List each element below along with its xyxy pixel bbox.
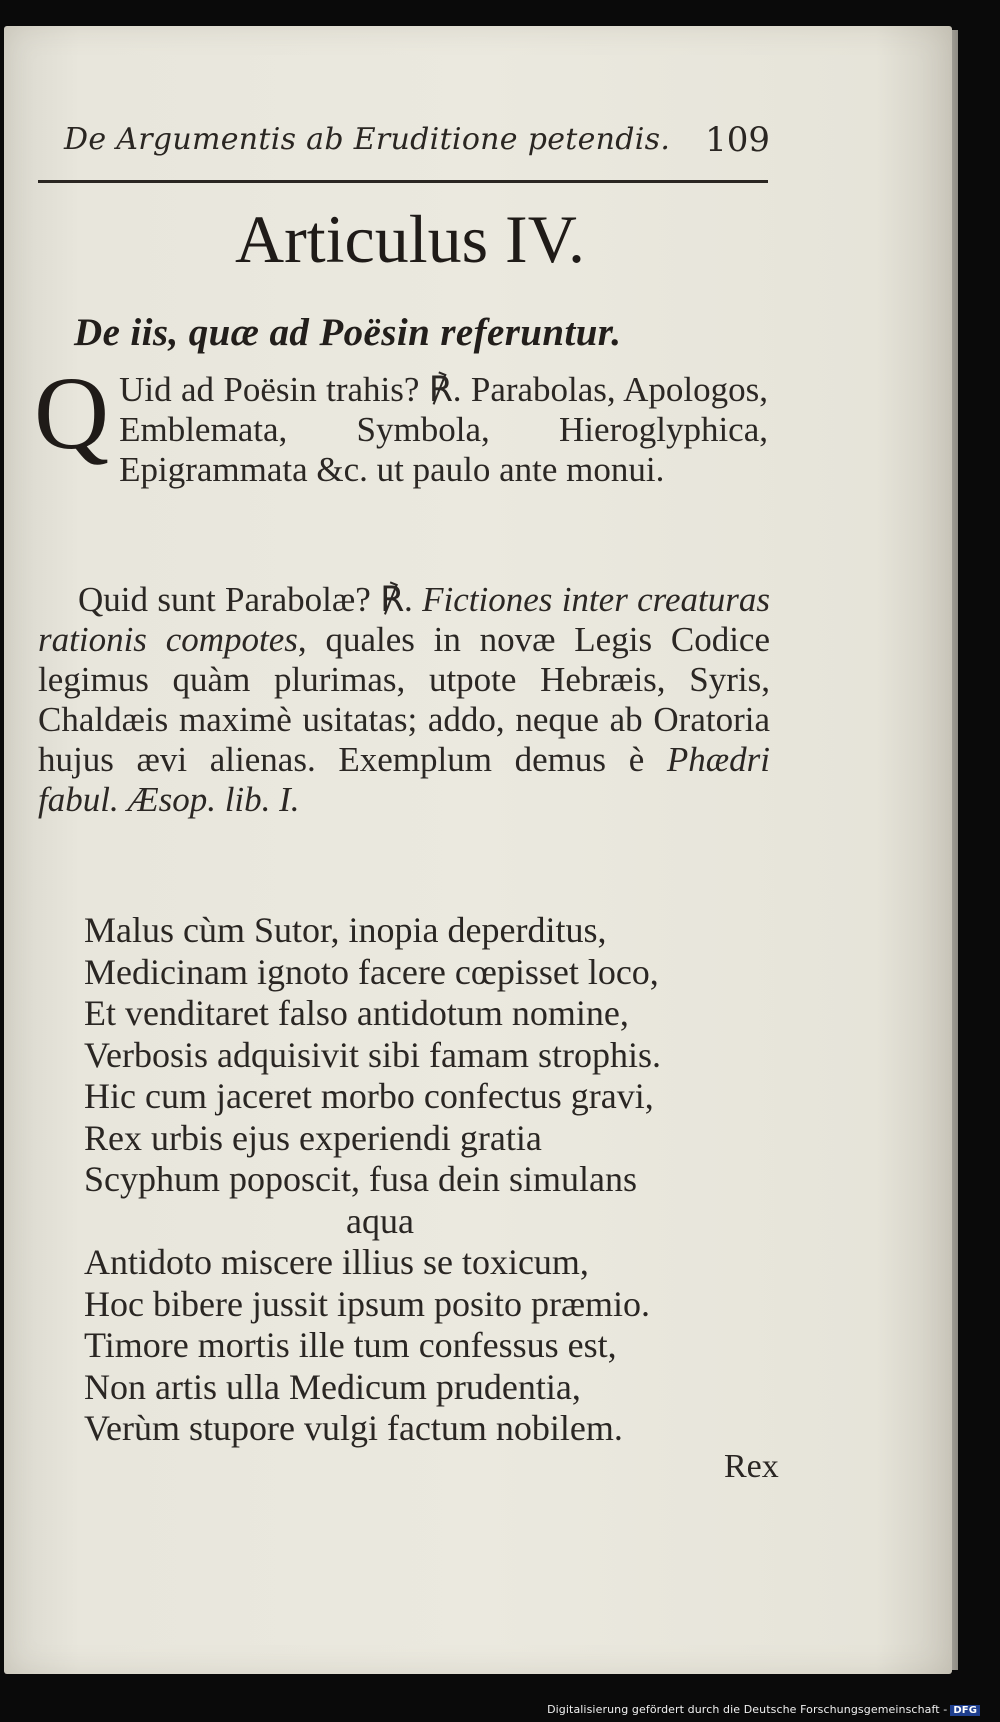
verse-line: Non artis ulla Medicum prudentia, [84, 1366, 581, 1407]
dfg-logo: DFG [950, 1705, 980, 1716]
verse-line: Hoc bibere jussit ipsum posito præmio. [84, 1283, 650, 1324]
paragraph-2-italic-b: Phædri fabul. Æsop. lib. I. [38, 740, 770, 819]
verse-line: Medicinam ignoto facere cœpisset loco, [84, 951, 659, 992]
verse-line: Timore mortis ille tum confessus est, [84, 1325, 617, 1365]
verse-line: Verùm stupore vulgi factum nobilem. [84, 1408, 623, 1448]
verse-line: Hic cum jaceret morbo confectus gravi, [84, 1076, 654, 1116]
paragraph-1 [34, 356, 768, 490]
digitization-credit [547, 1703, 980, 1716]
running-head [60, 118, 770, 168]
verse-line: Antidoto miscere illius se toxicum, [84, 1242, 589, 1282]
article-subheading: De iis, quæ ad Poësin referuntur. [74, 311, 622, 354]
credit-text: Digitalisierung gefördert durch die Deutsche Forschungsgemeinschaft - [547, 1703, 948, 1716]
paragraph-2-italic-a: Fictiones inter creaturas rationis compotes [38, 580, 770, 659]
drop-cap: Q [34, 356, 110, 471]
paragraph-2 [38, 580, 770, 820]
verse-line: Scyphum poposcit, fusa dein simulans [84, 1159, 637, 1199]
header-rule [38, 180, 768, 183]
verse-line: Verbosis adquisivit sibi famam strophis. [84, 1034, 661, 1075]
paragraph-1-text: Uid ad Poësin trahis? ℟. Parabolas, Apologos, Emblemata, Symbola, Hieroglyphica, Epigrammata &c. ut paulo ante monui. [119, 370, 768, 489]
verse-line-turnover: aqua [346, 1200, 414, 1241]
catchword: Rex [724, 1448, 779, 1485]
paragraph-2-text-b: , quales in novæ Legis Codice legimus quàm plurimas, utpote Hebræis, Syris, Chaldæis maximè usitatas; addo, neque ab Oratoria hujus ævi alienas. Exemplum demus è [38, 620, 770, 779]
page-number: 109 [705, 120, 770, 160]
paragraph-2-text-a: Quid sunt Parabolæ? ℟. [78, 580, 423, 619]
verse-line: Malus cùm Sutor, inopia deperditus, [84, 910, 607, 950]
verse-block [84, 910, 804, 1450]
verse-line: Et venditaret falso antidotum nomine, [84, 993, 629, 1033]
running-head-title: De Argumentis ab Eruditione petendis. [64, 122, 671, 157]
verse-line: Rex urbis ejus experiendi gratia [84, 1117, 542, 1158]
article-heading: Articulus IV. [234, 201, 586, 277]
